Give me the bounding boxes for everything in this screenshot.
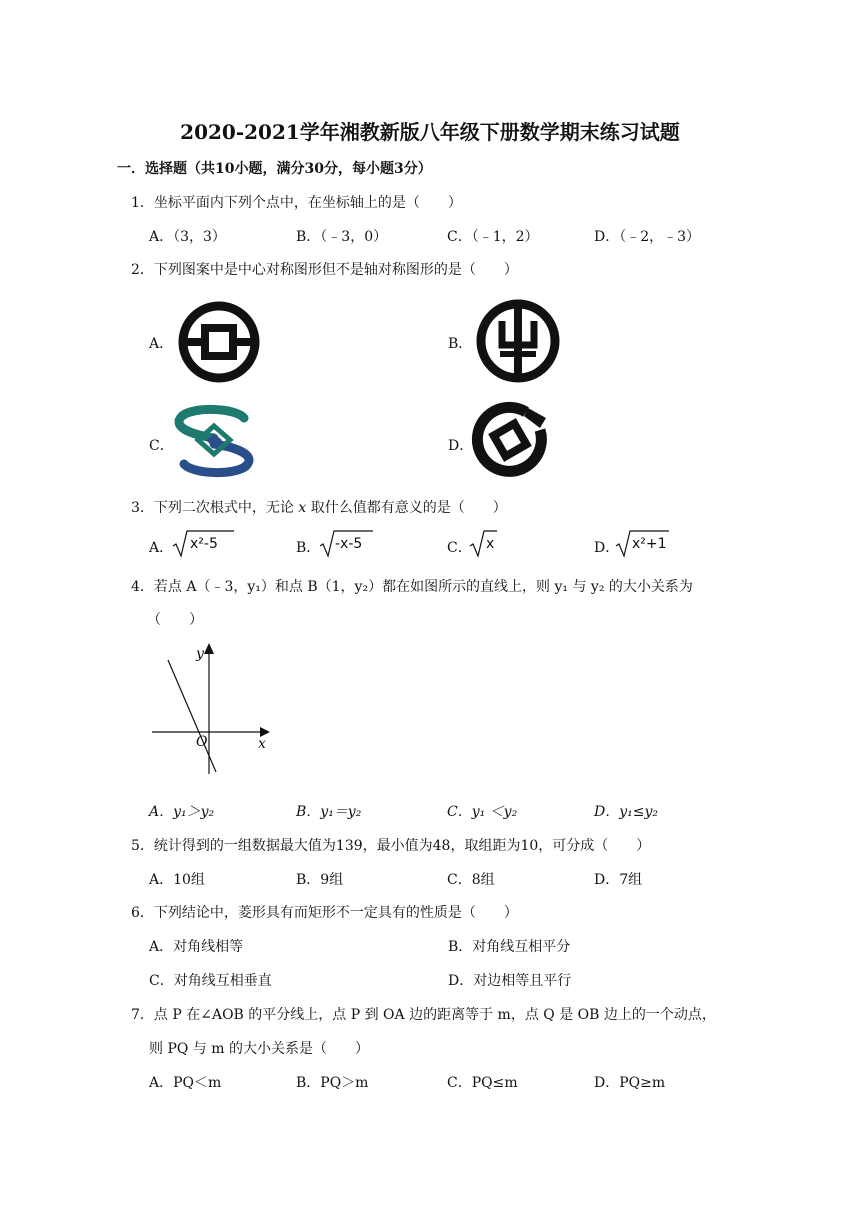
question-6-option-c: C．对角线互相垂直 [149,973,272,989]
question-4-option-d: D．y₁≤y₂ [594,804,658,820]
question-4-option-a: A．y₁＞y₂ [149,804,215,820]
radical-sign-c [469,529,499,559]
question-7-option-c: C．PQ≤m [447,1075,518,1091]
question-5-option-a: A．10组 [149,872,205,888]
question-3-stem-text: 3．下列二次根式中，无论 [131,500,299,516]
question-7-stem-line-2: 则 PQ 与 m 的大小关系是（ ） [149,1041,369,1057]
radicand-a: x²-5 [190,536,218,552]
graph-origin-label: O [196,734,208,750]
question-5-option-c: C．8组 [447,872,495,888]
question-5-option-d: D．7组 [594,872,643,888]
question-2-label-d: D． [448,438,474,454]
question-1-stem: 1．坐标平面内下列个点中，在坐标轴上的是（ ） [131,195,462,211]
question-2-label-c: C． [149,438,174,454]
question-5-option-b: B．9组 [296,872,344,888]
question-6-option-b: B．对角线互相平分 [448,939,571,955]
question-6-option-d: D．对边相等且平行 [448,973,572,989]
graph-y-label: y [196,646,204,662]
s-shaped-logo [174,404,254,478]
question-4-option-c: C．y₁ ＜y₂ [447,804,518,820]
linear-function-graph [148,640,272,780]
radicand-d: x²+1 [632,536,667,552]
question-2-label-a: A． [149,336,174,352]
question-3-stem [131,497,507,517]
question-7-option-a: A．PQ＜m [149,1075,222,1091]
graph-x-label: x [258,736,266,752]
bank-of-china-logo [176,299,262,385]
section-heading: 一．选择题（共10小题，满分30分，每小题3分） [117,161,432,177]
question-6-stem: 6．下列结论中，菱形具有而矩形不一定具有的性质是（ ） [131,905,518,921]
question-3-stem-tail: 取什么值都有意义的是（ ） [306,500,507,516]
question-4-stem-line-2: （ ） [147,612,203,628]
question-1-option-c: C．（﹣1，2） [447,229,539,245]
question-3-label-c: C． [447,540,472,556]
question-7-option-b: B．PQ＞m [296,1075,369,1091]
question-3-label-b: B． [296,540,321,556]
question-5-stem: 5．统计得到的一组数据最大值为139，最小值为48，取组距为10，可分成（ ） [131,838,651,854]
question-3-label-a: A． [149,540,174,556]
broken-circle-logo [474,406,550,478]
question-4-option-b: B．y₁＝y₂ [296,804,362,820]
question-2-stem: 2．下列图案中是中心对称图形但不是轴对称图形的是（ ） [131,262,518,278]
question-1-option-a: A．（3，3） [149,229,226,245]
question-1-option-d: D．（﹣2，﹣3） [594,229,701,245]
question-3-label-d: D． [594,540,620,556]
question-1-option-b: B．（﹣3，0） [296,229,388,245]
question-3-variable: x [298,500,307,516]
radicand-b: -x-5 [335,536,363,552]
question-2-label-b: B． [448,336,473,352]
agricultural-bank-logo [474,297,562,385]
question-4-stem-line-1: 4．若点 A（﹣3，y₁）和点 B（1，y₂）都在如图所示的直线上，则 y₁ 与 y₂ 的大小关系为 [131,579,693,595]
radicand-c: x [486,536,495,552]
question-7-option-d: D．PQ≥m [594,1075,666,1091]
document-title: 2020-2021学年湘教新版八年级下册数学期末练习试题 [180,120,680,144]
question-7-stem-line-1: 7．点 P 在∠AOB 的平分线上，点 P 到 OA 边的距离等于 m，点 Q 是 OB 边上的一个动点， [131,1007,716,1023]
question-6-option-a: A．对角线相等 [149,939,244,955]
